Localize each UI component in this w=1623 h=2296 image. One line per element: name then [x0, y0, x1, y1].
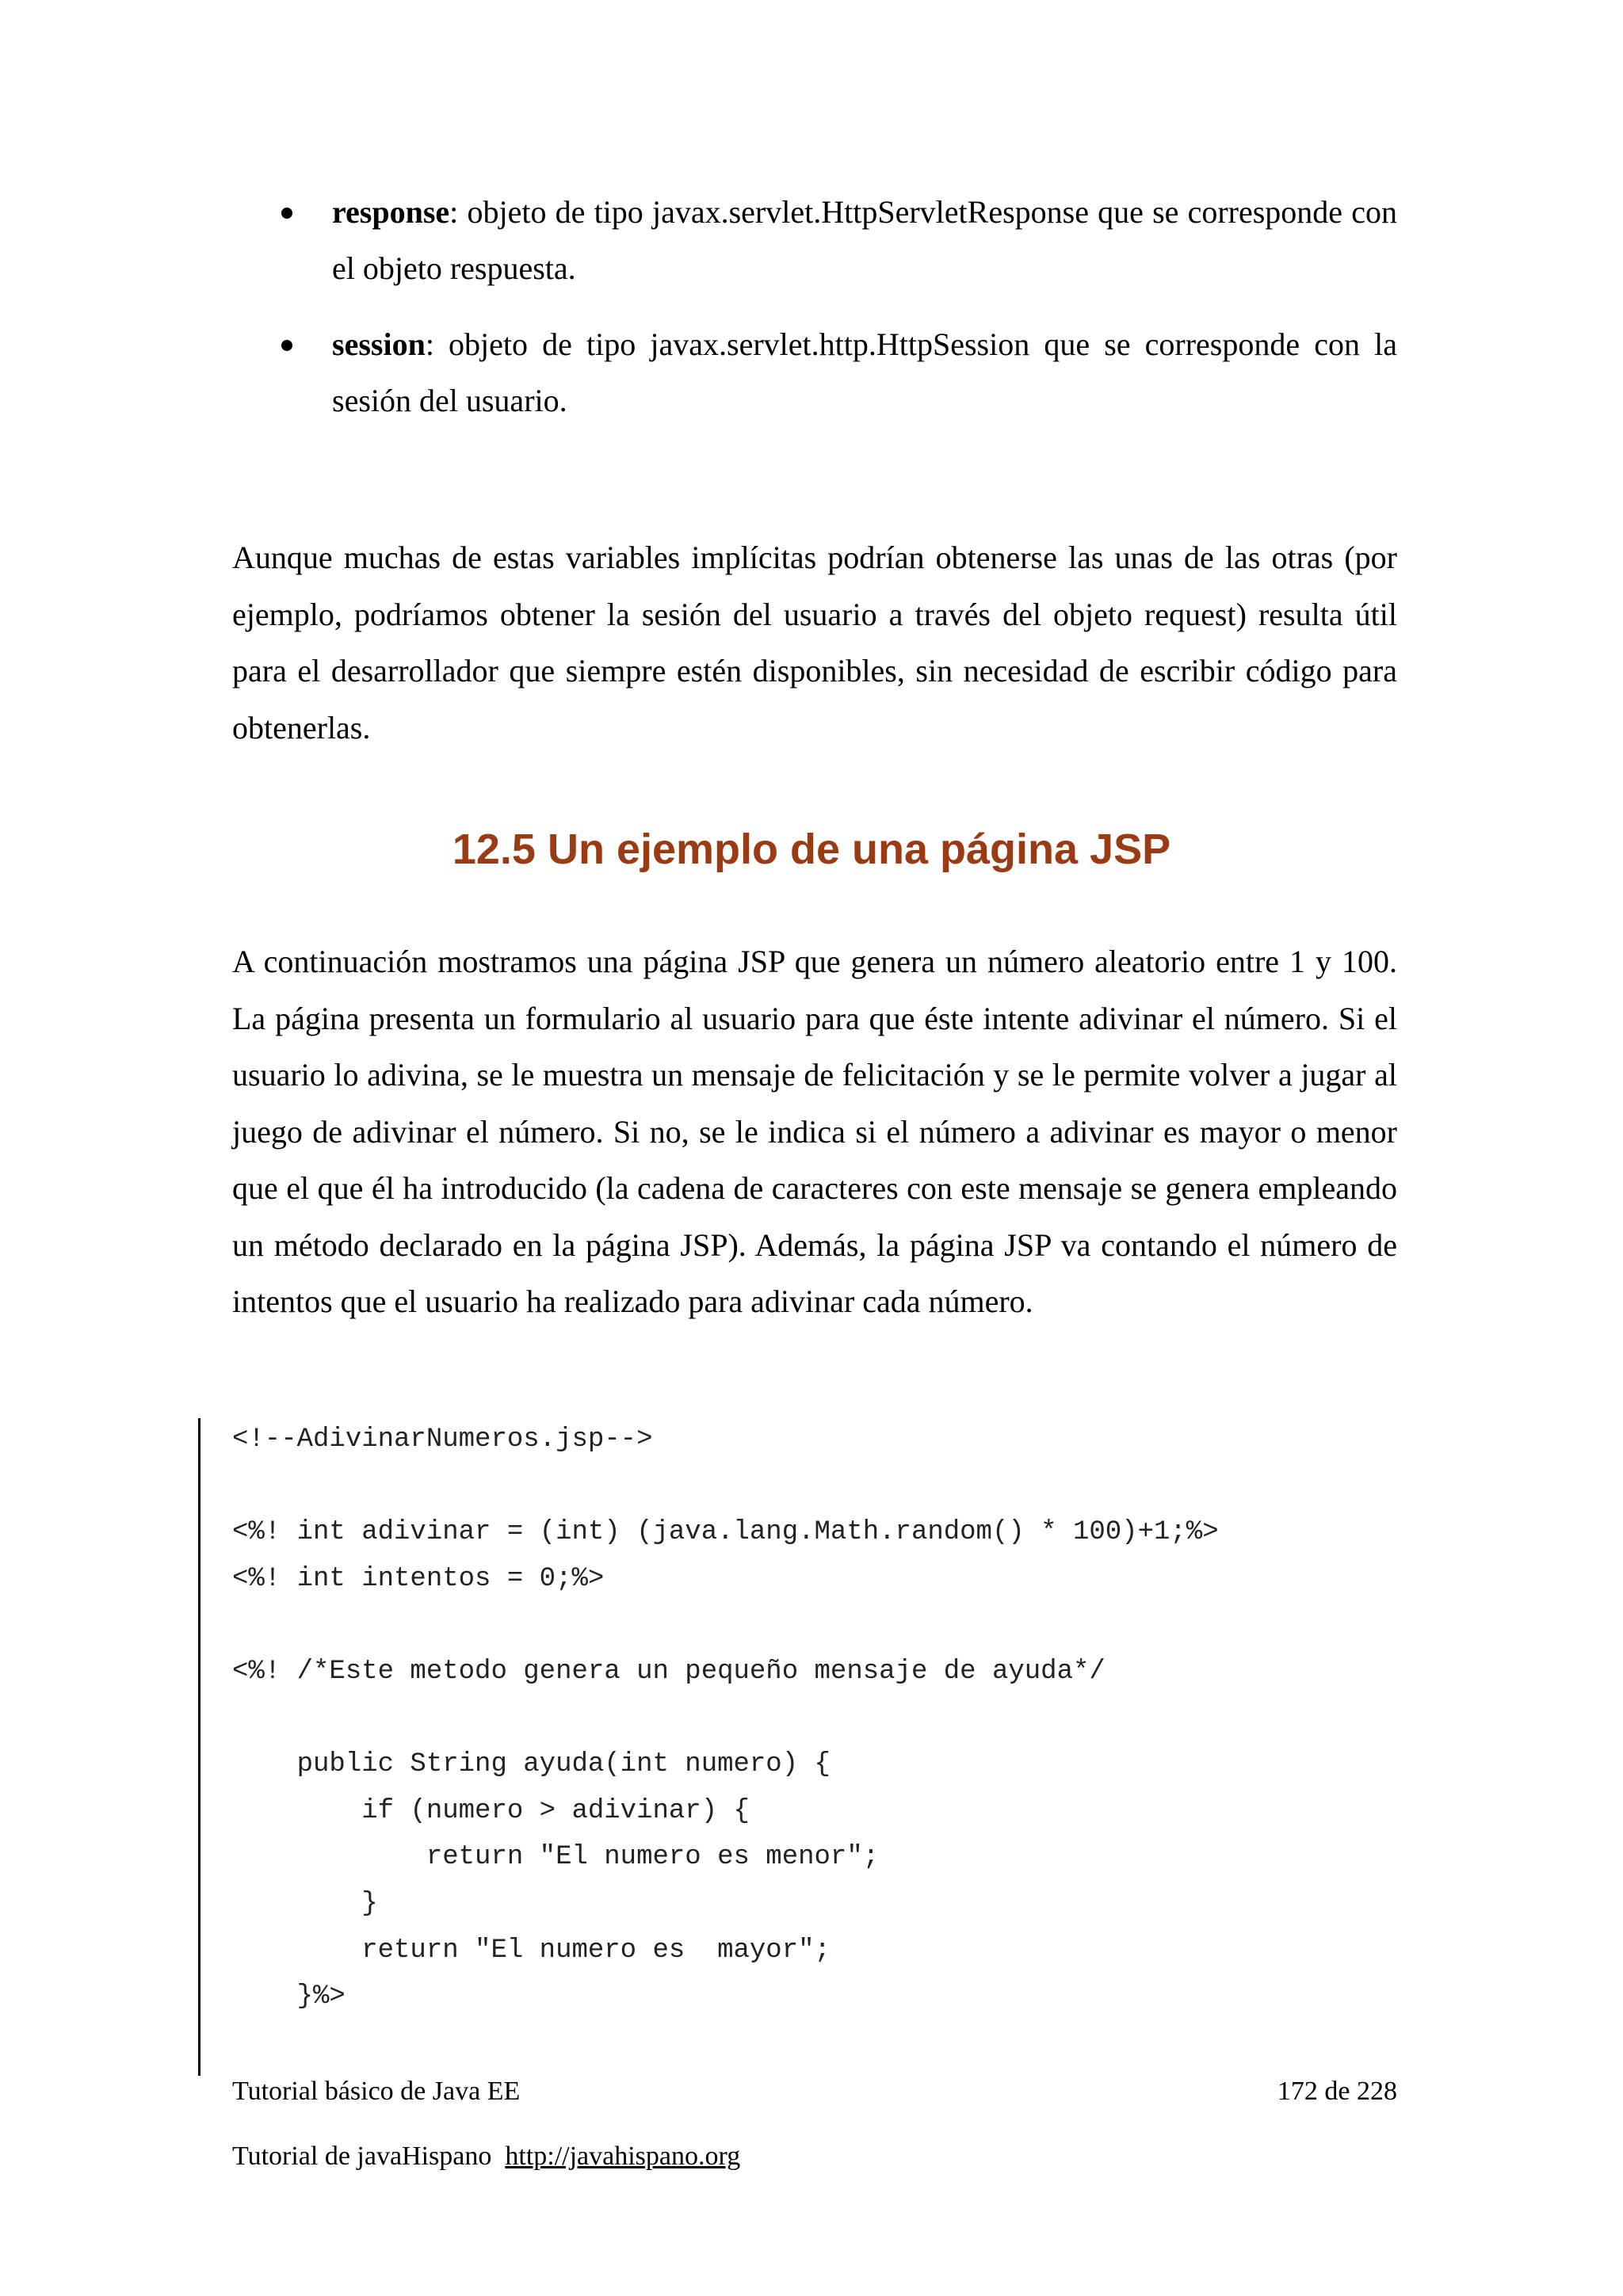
bullet-list	[232, 184, 1397, 448]
code-line	[232, 1463, 1219, 1510]
code-line	[232, 1602, 1219, 1649]
bullet-dot-icon	[281, 340, 292, 351]
section-heading: 12.5 Un ejemplo de una página JSP	[452, 826, 1171, 873]
paragraph-implicit-variables: Aunque muchas de estas variables implícitas podrían obtenerse las unas de las otras (por ejemplo, podríamos obtener la sesión del usuario a través del objeto request) resulta útil para el desarrollador que siempre estén disponibles, sin necesidad de escribir código para obtenerlas.	[232, 540, 1397, 746]
paragraph-jsp-example: A continuación mostramos una página JSP que genera un número aleatorio entre 1 y 100. La página presenta un formulario al usuario para que éste intente adivinar el número. Si el usuario lo adivina, se le muestra un mensaje de felicitación y se le permite volver a jugar al juego de adivinar el número. Si no, se le indica si el número a adivinar es mayor o menor que el que él ha introducido (la cadena de caracteres con este mensaje se genera empleando un método declarado en la página JSP). Además, la página JSP va contando el número de intentos que el usuario ha realizado para adivinar cada número.	[232, 944, 1397, 1319]
code-line: }%>	[232, 1981, 346, 2012]
bullet-text: : objeto de tipo javax.servlet.http.HttpSession que se corresponde con la sesión del usuario.	[332, 326, 1397, 418]
page-number: 172 de 228	[1277, 2077, 1397, 2106]
code-block	[232, 1417, 1219, 2020]
footer-title-row	[232, 2073, 1397, 2111]
footer-source-row	[232, 2138, 1397, 2176]
bullet-item-response	[232, 184, 1397, 296]
code-line: <%! int intentos = 0;%>	[232, 1563, 605, 1594]
footer-source-link[interactable]: http://javahispano.org	[505, 2142, 741, 2171]
bullet-item-session	[232, 316, 1397, 429]
code-block-rule	[198, 1418, 200, 2076]
footer-source	[232, 2138, 740, 2176]
bullet-text: : objeto de tipo javax.servlet.HttpServletResponse que se corresponde con el objeto respuesta.	[332, 194, 1397, 286]
bullet-term: response	[332, 194, 450, 230]
bullet-dot-icon	[281, 208, 292, 219]
code-line: <%! int adivinar = (int) (java.lang.Math.random() * 100)+1;%>	[232, 1517, 1219, 1548]
code-line: return "El numero es menor";	[232, 1842, 880, 1873]
footer-source-prefix: Tutorial de javaHispano	[232, 2142, 506, 2171]
code-line: }	[232, 1888, 378, 1919]
footer-title: Tutorial básico de Java EE	[232, 2077, 521, 2106]
code-line: <!--AdivinarNumeros.jsp-->	[232, 1425, 653, 1455]
code-line: public String ayuda(int numero) {	[232, 1749, 831, 1780]
code-line: if (numero > adivinar) {	[232, 1795, 750, 1826]
bullet-term: session	[332, 326, 426, 362]
code-line: return "El numero es mayor";	[232, 1935, 831, 1966]
code-line	[232, 1695, 1219, 1742]
code-line: <%! /*Este metodo genera un pequeño mensaje de ayuda*/	[232, 1656, 1106, 1687]
